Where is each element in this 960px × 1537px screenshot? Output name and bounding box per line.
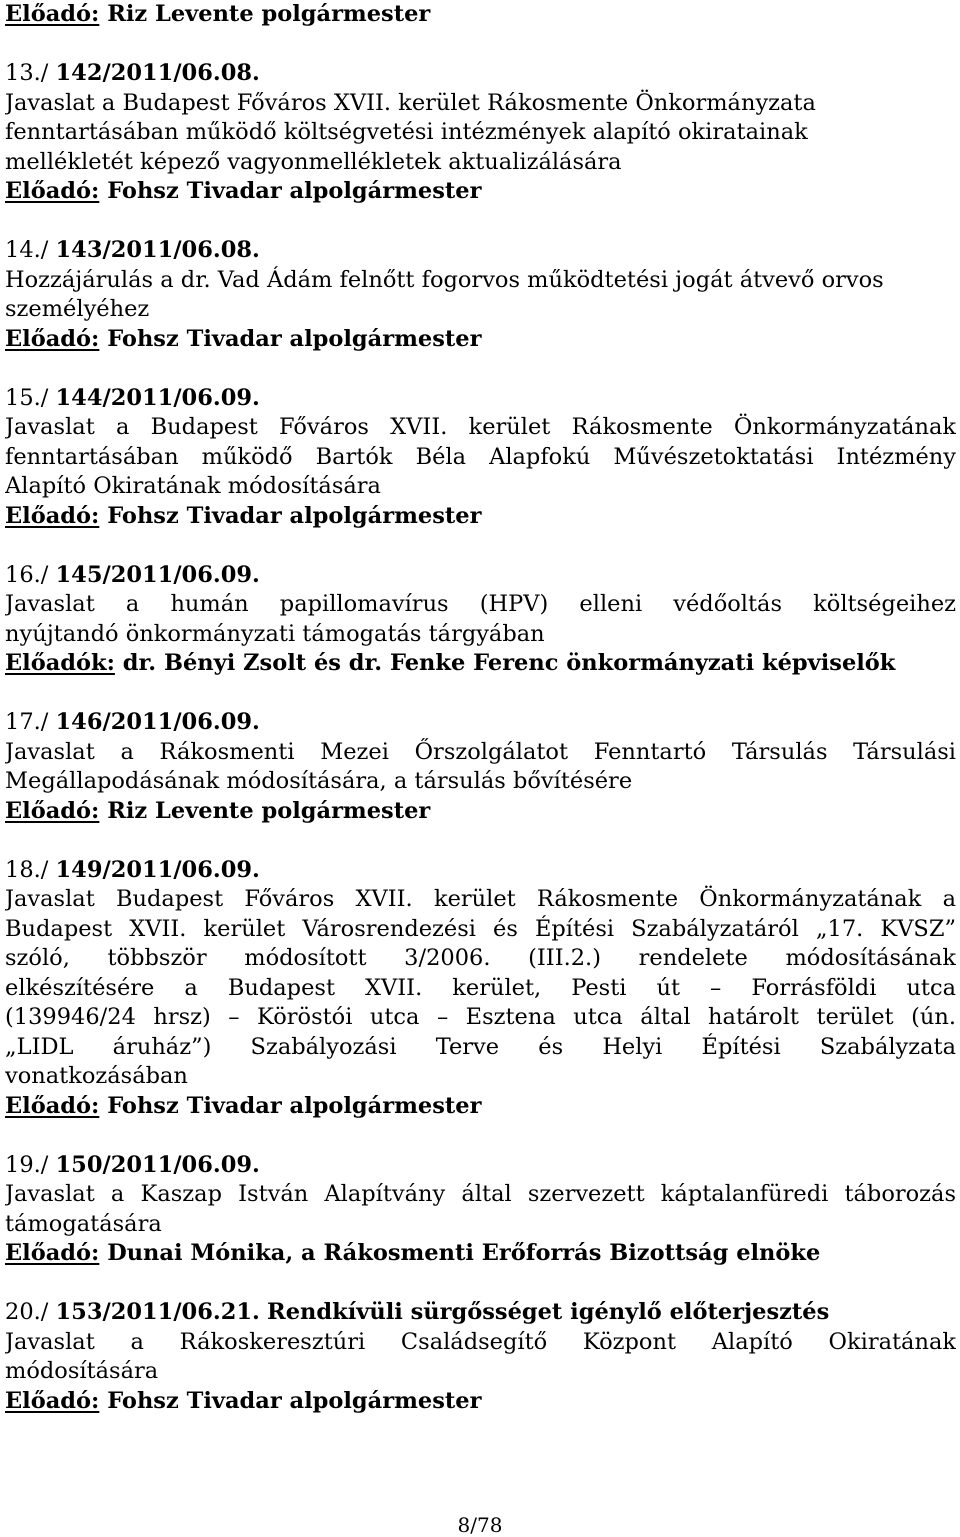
item-number: 19./: [5, 1151, 49, 1178]
item-text-line: Javaslat a Budapest Főváros XVII. kerület Rákosmente Önkormányzata: [5, 89, 816, 116]
presenter-name: Fohsz Tivadar alpolgármester: [107, 325, 482, 352]
agenda-item-13: [5, 59, 956, 207]
presenter-label: Előadó:: [5, 797, 100, 824]
presenter-label: Előadó:: [5, 325, 100, 352]
agenda-item-20: [5, 1298, 956, 1416]
urgency-note: Rendkívüli sürgősséget igénylő előterjesztés: [267, 1299, 830, 1325]
agenda-item-18: [5, 856, 956, 1122]
document-page: [5, 0, 956, 1416]
item-text-line: Javaslat a Rákoskeresztúri Családsegítő Központ Alapító Okiratának: [5, 1328, 956, 1355]
presenter-name: dr. Bényi Zsolt és dr. Fenke Ferenc önkormányzati képviselők: [122, 650, 896, 676]
resolution-ref: 149/2011/06.09.: [55, 856, 260, 883]
item-text-line: Alapító Okiratának módosítására: [5, 473, 381, 499]
agenda-item-19: [5, 1151, 956, 1269]
presenter-line: [5, 502, 956, 532]
agenda-item-16: [5, 561, 956, 679]
item-number: 18./: [5, 856, 49, 883]
item-text-line: mellékletét képező vagyonmellékletek aktualizálására: [5, 148, 622, 175]
presenter-label: Előadó:: [5, 1, 100, 27]
presenter-name: Fohsz Tivadar alpolgármester: [107, 502, 482, 529]
item-text-line: nyújtandó önkormányzati támogatás tárgyában: [5, 620, 545, 647]
presenter-line: [5, 1092, 956, 1122]
resolution-ref: 153/2011/06.21.: [55, 1299, 260, 1325]
item-text-line: szóló, többször módosított 3/2006. (III.2.) rendelete módosításának: [5, 945, 956, 971]
presenter-label: Előadó:: [5, 1387, 100, 1414]
page-number: 8/78: [457, 1513, 503, 1537]
item-text-line: fenntartásában működő költségvetési intézmények alapító okiratainak: [5, 119, 808, 145]
item-text-line: elkészítésére a Budapest XVII. kerület, Pesti út – Forrásföldi utca: [5, 974, 956, 1001]
presenter-name: Riz Levente polgármester: [107, 1, 431, 27]
presenter-line: [5, 649, 956, 679]
item-text-line: fenntartásában működő Bartók Béla Alapfokú Művészetoktatási Intézmény: [5, 443, 956, 470]
item-text-line: „LIDL áruház”) Szabályozási Terve és Helyi Építési Szabályzata: [5, 1033, 956, 1060]
presenter-label: Előadó:: [5, 502, 100, 529]
item-number: 17./: [5, 709, 49, 735]
item-number: 15./: [5, 384, 49, 411]
agenda-item-14: [5, 236, 956, 354]
item-text-line: támogatására: [5, 1210, 162, 1237]
item-text-line: Javaslat a humán papillomavírus (HPV) elleni védőoltás költségeihez: [5, 591, 956, 617]
resolution-ref: 146/2011/06.09.: [55, 709, 260, 735]
resolution-ref: 150/2011/06.09.: [55, 1151, 260, 1178]
item-number: 14./: [5, 237, 49, 263]
item-text-line: (139946/24 hrsz) – Köröstói utca – Esztena utca által határolt terület (ún.: [5, 1004, 956, 1030]
presenter-label: Előadók:: [5, 650, 115, 676]
presenter-name: Riz Levente polgármester: [107, 797, 431, 824]
item-number: 13./: [5, 60, 49, 86]
presenter-line: [5, 0, 956, 30]
presenter-line: [5, 177, 956, 207]
presenter-name: Fohsz Tivadar alpolgármester: [107, 1092, 482, 1119]
presenter-line: [5, 325, 956, 355]
resolution-ref: 143/2011/06.08.: [55, 237, 260, 263]
presenter-label: Előadó:: [5, 1092, 100, 1119]
item-text-line: Javaslat a Kaszap István Alapítvány által szervezett káptalanfüredi táborozás: [5, 1181, 956, 1207]
item-text-line: vonatkozásában: [5, 1063, 188, 1089]
presenter-name: Dunai Mónika, a Rákosmenti Erőforrás Bizottság elnöke: [107, 1240, 821, 1266]
presenter-line: [5, 1387, 956, 1417]
resolution-ref: 142/2011/06.08.: [55, 60, 260, 86]
item-text-line: Megállapodásának módosítására, a társulás bővítésére: [5, 768, 633, 794]
item-text-line: módosítására: [5, 1358, 159, 1384]
item-text-line: Javaslat a Rákosmenti Mezei Őrszolgálatot Fenntartó Társulás Társulási: [5, 738, 956, 765]
agenda-item-17: [5, 708, 956, 826]
item-text-line: Javaslat Budapest Főváros XVII. kerület Rákosmente Önkormányzatának a: [5, 886, 956, 912]
item-text-line: Hozzájárulás a dr. Vad Ádám felnőtt fogorvos működtetési jogát átvevő orvos: [5, 266, 884, 293]
item-number: 16./: [5, 561, 49, 588]
item-text-line: Javaslat a Budapest Főváros XVII. kerület Rákosmente Önkormányzatának: [5, 414, 956, 440]
presenter-line: [5, 1239, 956, 1269]
presenter-name: Fohsz Tivadar alpolgármester: [107, 178, 482, 204]
item-number: 20./: [5, 1299, 49, 1325]
item-text-line: Budapest XVII. kerület Városrendezési és Építési Szabályzatáról „17. KVSZ”: [5, 915, 956, 942]
presenter-line: [5, 797, 956, 827]
resolution-ref: 145/2011/06.09.: [55, 561, 260, 588]
item-text-line: személyéhez: [5, 296, 150, 322]
presenter-label: Előadó:: [5, 1240, 100, 1266]
resolution-ref: 144/2011/06.09.: [55, 384, 260, 411]
agenda-item-15: [5, 384, 956, 532]
presenter-name: Fohsz Tivadar alpolgármester: [107, 1387, 482, 1414]
presenter-label: Előadó:: [5, 178, 100, 204]
